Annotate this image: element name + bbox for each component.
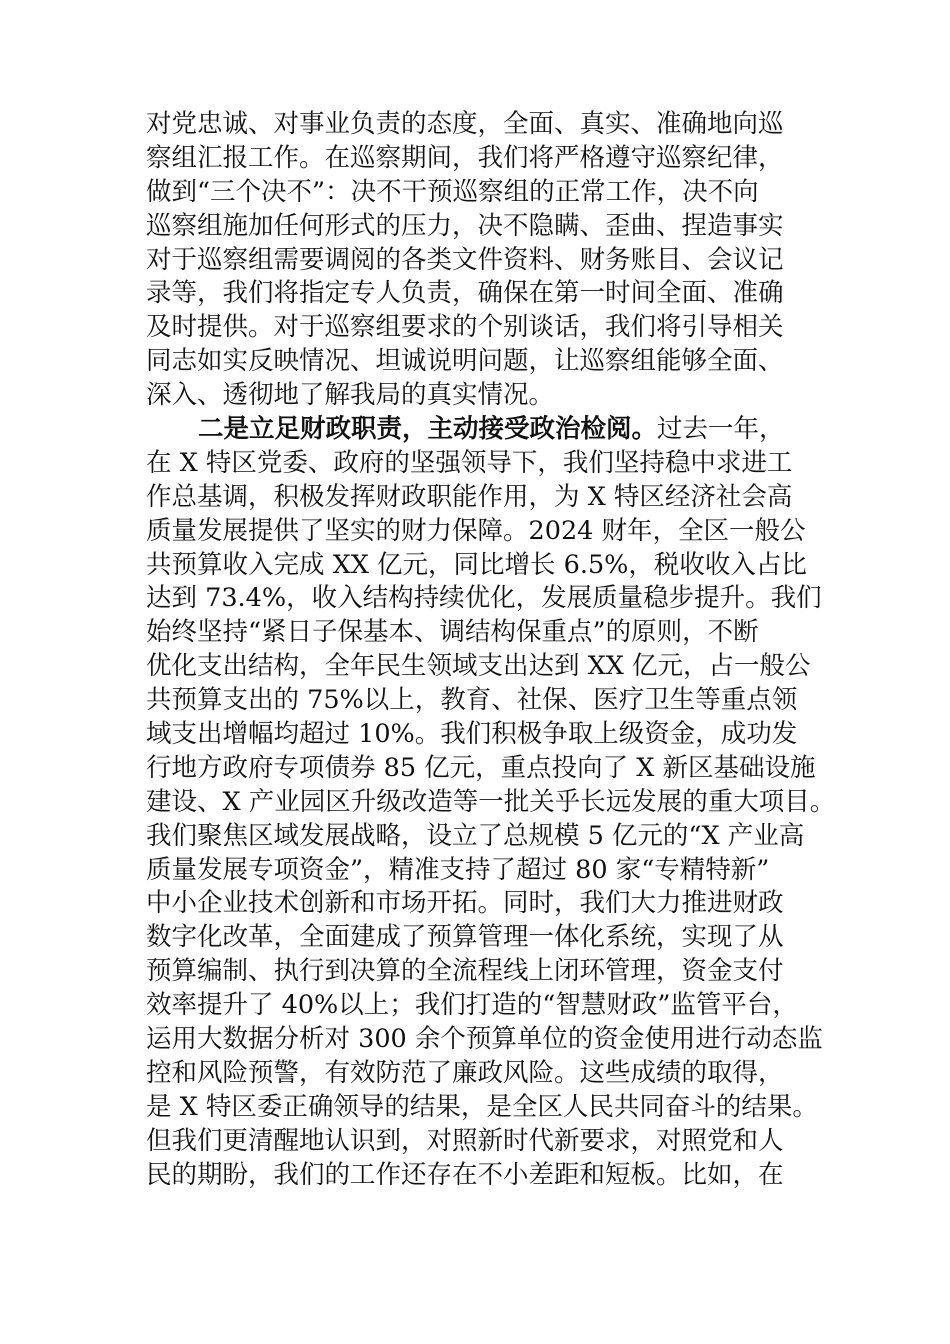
- text-line: 控和风险预警，有效防范了廉政风险。这些成绩的取得，: [146, 1057, 784, 1088]
- text-line: 数字化改革，全面建成了预算管理一体化系统，实现了从: [146, 922, 784, 953]
- text-line: 对于巡察组需要调阅的各类文件资料、财务账目、会议记: [146, 244, 784, 275]
- body-text: [146, 108, 836, 1193]
- text-line: 优化支出结构，全年民生领域支出达到 XX 亿元，占一般公: [146, 651, 811, 682]
- text-line: 同志如实反映情况、坦诚说明问题，让巡察组能够全面、: [146, 346, 784, 377]
- text-line: 在 X 特区党委、政府的坚强领导下，我们坚持稳中求进工: [146, 447, 793, 478]
- text-line: 质量发展专项资金”，精准支持了超过 80 家“专精特新”: [146, 854, 770, 885]
- text-line: 预算编制、执行到决算的全流程线上闭环管理，资金支付: [146, 956, 784, 987]
- text-line: 我们聚焦区域发展战略，设立了总规模 5 亿元的“X 产业高: [146, 820, 805, 851]
- text-line: 巡察组施加任何形式的压力，决不隐瞒、歪曲、捏造事实: [146, 210, 784, 241]
- text-line: 达到 73.4%，收入结构持续优化，发展质量稳步提升。我们: [146, 583, 822, 614]
- text-line: 及时提供。对于巡察组要求的个别谈话，我们将引导相关: [146, 312, 784, 343]
- text-line: 始终坚持“紧日子保基本、调结构保重点”的原则，不断: [146, 617, 759, 648]
- text-line: 但我们更清醒地认识到，对照新时代新要求，对照党和人: [146, 1125, 784, 1156]
- text-line: 察组汇报工作。在巡察期间，我们将严格遵守巡察纪律，: [146, 142, 784, 173]
- text-line: 民的期盼，我们的工作还存在不小差距和短板。比如，在: [146, 1159, 784, 1190]
- text-line: 域支出增幅均超过 10%。我们积极争取上级资金，成功发: [146, 719, 798, 750]
- text-line: 是 X 特区委正确领导的结果，是全区人民共同奋斗的结果。: [146, 1091, 818, 1122]
- text-line: 深入、透彻地了解我局的真实情况。: [146, 380, 555, 411]
- text-line: 录等，我们将指定专人负责，确保在第一时间全面、准确: [146, 278, 784, 309]
- text-line: 效率提升了 40%以上；我们打造的“智慧财政”监管平台，: [146, 990, 798, 1021]
- text-line: 对党忠诚、对事业负责的态度，全面、真实、准确地向巡: [146, 109, 784, 139]
- text-line: 中小企业技术创新和市场开拓。同时，我们大力推进财政: [146, 888, 784, 919]
- text-line: 作总基调，积极发挥财政职能作用，为 X 特区经济社会高: [146, 481, 793, 512]
- section-heading-line: [146, 413, 836, 447]
- text-line: 做到“三个决不”：决不干预巡察组的正常工作，决不向: [146, 176, 759, 207]
- text-line: 质量发展提供了坚实的财力保障。2024 财年，全区一般公: [146, 515, 806, 546]
- section-heading: 二是立足财政职责，主动接受政治检阅。: [198, 414, 658, 445]
- text-line: 建设、X 产业园区升级改造等一批关乎长远发展的重大项目。: [146, 786, 836, 817]
- text-line: 共预算收入完成 XX 亿元，同比增长 6.5%，税收收入占比: [146, 549, 807, 580]
- text-line: 行地方政府专项债券 85 亿元，重点投向了 X 新区基础设施: [146, 752, 816, 783]
- text-line: 运用大数据分析对 300 余个预算单位的资金使用进行动态监: [146, 1024, 823, 1055]
- section-heading-tail: 过去一年，: [657, 414, 785, 445]
- text-line: 共预算支出的 75%以上，教育、社保、医疗卫生等重点领: [146, 685, 798, 716]
